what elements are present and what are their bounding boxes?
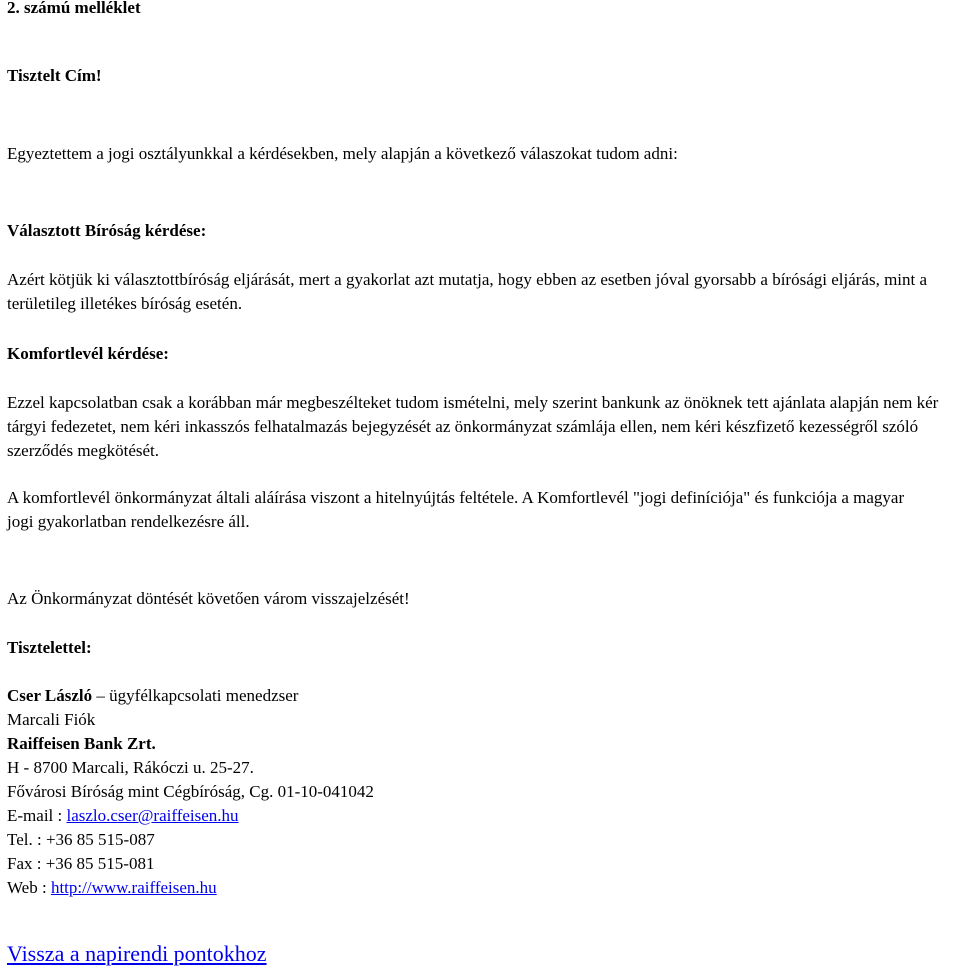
web-link[interactable]: http://www.raiffeisen.hu [50,878,217,897]
email-line [7,804,374,828]
branch: Marcali Fiók [7,710,96,729]
signature-block [7,684,374,900]
phone: Tel. : +36 85 515-087 [7,830,155,849]
signer-name: Cser László [7,686,93,705]
back-to-agenda-link[interactable]: Vissza a napirendi pontokhoz [7,941,267,966]
web-label: Web : [7,878,51,897]
question-2-answer-1: Ezzel kapcsolatban csak a korábban már megbeszélteket tudom ismételni, mely szerint bankunk az önöknek tett ajánlata alapján nem kér tárgyi fedezetet, nem kéri inkasszós felhatalmazás bejegyzését az önkormányzat számlája ellen, nem kéri készfizető kezességről szóló szerződés megkötését. [7,393,939,460]
email-label: E-mail : [7,806,67,825]
registry: Fővárosi Bíróság mint Cégbíróság, Cg. 01-10-041042 [7,782,374,801]
question-1-answer: Azért kötjük ki választottbíróság eljárását, mert a gyakorlat azt mutatja, hogy ebben az esetben jóval gyorsabb a bírósági eljárás, mint a területileg illetékes bíróság esetén. [7,270,928,313]
question-2-answer-2: A komfortlevél önkormányzat általi aláírása viszont a hitelnyújtás feltétele. A Komfortlevél "jogi definíciója" és funkciója a magyar jogi gyakorlatban rendelkezésre áll. [7,488,905,531]
bank-name: Raiffeisen Bank Zrt. [7,734,156,753]
regards: Tisztelettel: [7,638,92,657]
closing-request: Az Önkormányzat döntését követően várom visszajelzését! [7,589,410,608]
email-link[interactable]: laszlo.cser@raiffeisen.hu [66,806,239,825]
signature-name-line [7,684,374,708]
greeting: Tisztelt Cím! [7,66,102,85]
question-2-heading: Komfortlevél kérdése: [7,344,169,363]
fax: Fax : +36 85 515-081 [7,854,155,873]
annex-title: 2. számú melléklet [7,0,141,17]
web-line [7,876,374,900]
signer-role: – ügyfélkapcsolati menedzser [92,686,299,705]
address: H - 8700 Marcali, Rákóczi u. 25-27. [7,758,254,777]
question-1-heading: Választott Bíróság kérdése: [7,221,207,240]
intro-paragraph: Egyeztettem a jogi osztályunkkal a kérdésekben, mely alapján a következő válaszokat tudom adni: [7,144,678,163]
